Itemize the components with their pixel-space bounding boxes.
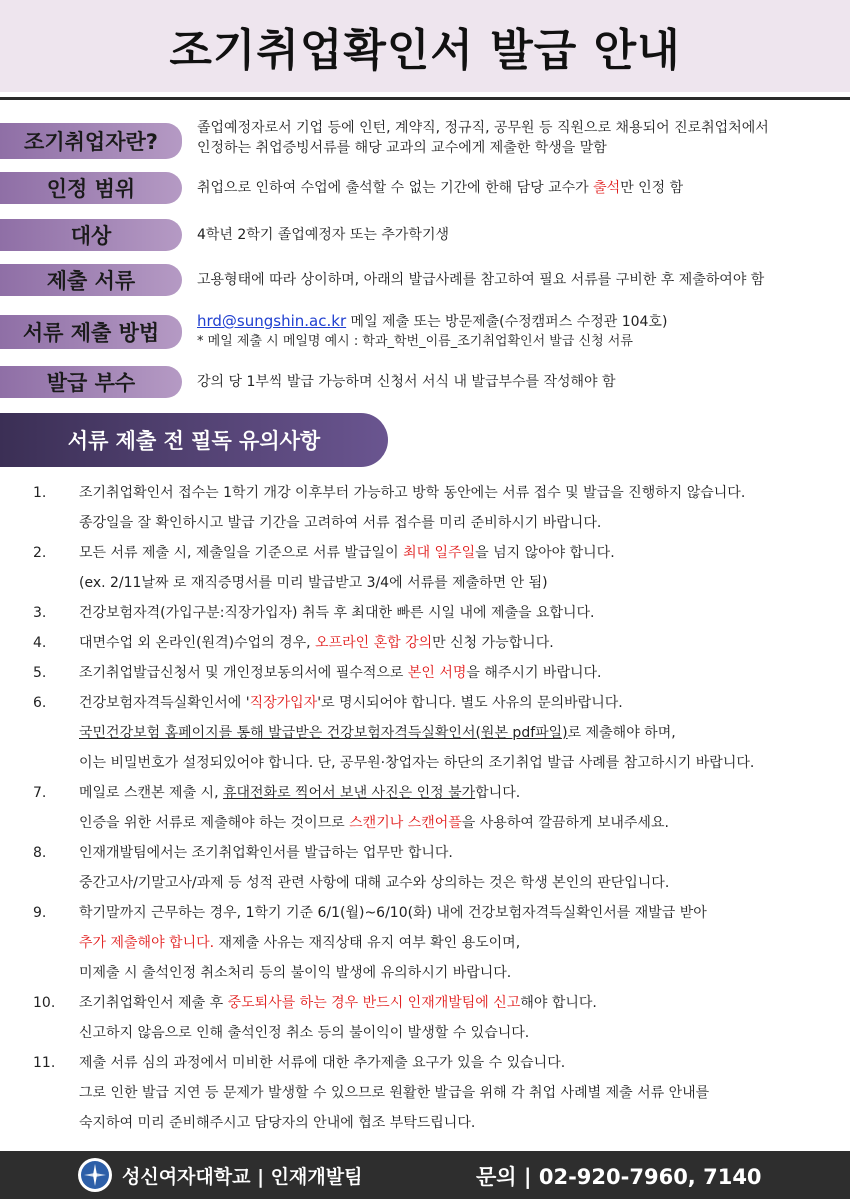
list-item: 8. 인재개발팀에서는 조기취업확인서를 발급하는 업무만 합니다. 중간고사/기말고사/과제 등 성적 관련 사항에 대해 교수와 상의하는 것은 학생 본인의 판단입니다. — [33, 845, 670, 891]
page-title: 조기취업확인서 발급 안내 — [169, 25, 681, 76]
list-item: 11. 제출 서류 심의 과정에서 미비한 서류에 대한 추가제출 요구가 있을 수 있습니다. 그로 인한 발급 지연 등 문제가 발생할 수 있으므로 원활한 발급을 위해 각 취업 사례별 제출 서류 안내를 숙지하여 미리 준비해주시고 담당자의 안내에 협조 부탁드립니다. — [33, 1055, 710, 1131]
section-desc: 4학년 2학기 졸업예정자 또는 추가학기생 — [197, 227, 449, 243]
section-label: 발급 부수 — [0, 366, 182, 398]
section-copies — [0, 366, 850, 398]
footer-org: 성신여자대학교 | 인재개발팀 — [122, 1166, 363, 1188]
email-link[interactable]: hrd@sungshin.ac.kr — [197, 312, 347, 330]
list-item: 1. 조기취업확인서 접수는 1학기 개강 이후부터 가능하고 방학 동안에는 서류 접수 및 발급을 진행하지 않습니다. 종강일을 잘 확인하시고 발급 기간을 고려하여 서류 접수를 미리 준비하시기 바랍니다. — [33, 485, 746, 531]
list-item: 9. 학기말까지 근무하는 경우, 1학기 기준 6/1(월)~6/10(화) 내에 건강보험자격득실확인서를 재발급 받아 추가 제출해야 합니다. 재제출 사유는 재직상태 유지 여부 확인 용도이며, 미제출 시 출석인정 취소처리 등의 불이익 발생에 유의하시기 바랍니다. — [33, 905, 707, 981]
section-desc: hrd@sungshin.ac.kr 메일 제출 또는 방문제출(수정캠퍼스 수정관 104호) * 메일 제출 시 메일명 예시 : 학과_학번_이름_조기취업확인서 발급 신청 서류 — [197, 312, 668, 349]
section-desc: 졸업예정자로서 기업 등에 인턴, 계약직, 정규직, 공무원 등 직원으로 채용되어 진로취업처에서 인정하는 취업증빙서류를 해당 교과의 교수에게 제출한 학생을 말함 — [197, 120, 769, 156]
section-submission — [0, 311, 850, 355]
university-logo-icon — [78, 1158, 112, 1192]
section-desc: 고용형태에 따라 상이하며, 아래의 발급사례를 참고하여 필요 서류를 구비한 후 제출하여야 함 — [197, 272, 765, 288]
list-item: 2. 모든 서류 제출 시, 제출일을 기준으로 서류 발급일이 최대 일주일을 넘지 않아야 합니다. (ex. 2/11날짜 로 재직증명서를 미리 발급받고 3/4에 서류를 제출하면 안 됨) — [33, 545, 615, 591]
section-desc: 강의 당 1부씩 발급 가능하며 신청서 서식 내 발급부수를 작성해야 함 — [197, 374, 616, 390]
list-item: 7. 메일로 스캔본 제출 시, 휴대전화로 찍어서 보낸 사진은 인정 불가합니다. 인증을 위한 서류로 제출해야 하는 것이므로 스캔기나 스캔어플을 사용하여 깔끔하게 보내주세요. — [33, 785, 669, 831]
list-item: 3. 건강보험자격(가입구분:직장가입자) 취득 후 최대한 빠른 시일 내에 제출을 요합니다. — [33, 605, 595, 621]
notice-list — [0, 478, 850, 1138]
section-documents — [0, 264, 850, 296]
section-definition — [0, 118, 850, 160]
section-scope — [0, 172, 850, 204]
section-label: 서류 제출 방법 — [0, 315, 182, 349]
list-item: 6. 건강보험자격득실확인서에 '직장가입자'로 명시되어야 합니다. 별도 사유의 문의바랍니다. 국민건강보험 홈페이지를 통해 발급받은 건강보험자격득실확인서(원본 pdf파일)로 제출해야 하며, 이는 비밀번호가 설정되있어야 합니다. 단, 공무원·창업자는 하단의 조기취업 발급 사례를 참고하시기 바랍니다. — [33, 695, 755, 771]
list-item: 4. 대면수업 외 온라인(원격)수업의 경우, 오프라인 혼합 강의만 신청 가능합니다. — [33, 635, 554, 651]
notice-title: 서류 제출 전 필독 유의사항 — [0, 413, 388, 467]
list-item: 5. 조기취업발급신청서 및 개인정보동의서에 필수적으로 본인 서명을 해주시기 바랍니다. — [33, 665, 602, 681]
list-item: 10. 조기취업확인서 제출 후 중도퇴사를 하는 경우 반드시 인재개발팀에 신고해야 합니다. 신고하지 않음으로 인해 출석인정 취소 등의 불이익이 발생할 수 있습니다. — [33, 995, 597, 1041]
section-label: 대상 — [0, 219, 182, 251]
header-divider — [0, 97, 850, 100]
header — [0, 0, 850, 92]
section-label: 인정 범위 — [0, 172, 182, 204]
section-label: 제출 서류 — [0, 264, 182, 296]
section-desc: 취업으로 인하여 수업에 출석할 수 없는 기간에 한해 담당 교수가 출석만 인정 함 — [197, 180, 684, 196]
footer — [0, 1151, 850, 1199]
section-target — [0, 219, 850, 251]
section-label: 조기취업자란? — [0, 123, 182, 159]
footer-contact: 문의 | 02-920-7960, 7140 — [476, 1165, 762, 1189]
highlight-text: 출석 — [593, 180, 621, 196]
